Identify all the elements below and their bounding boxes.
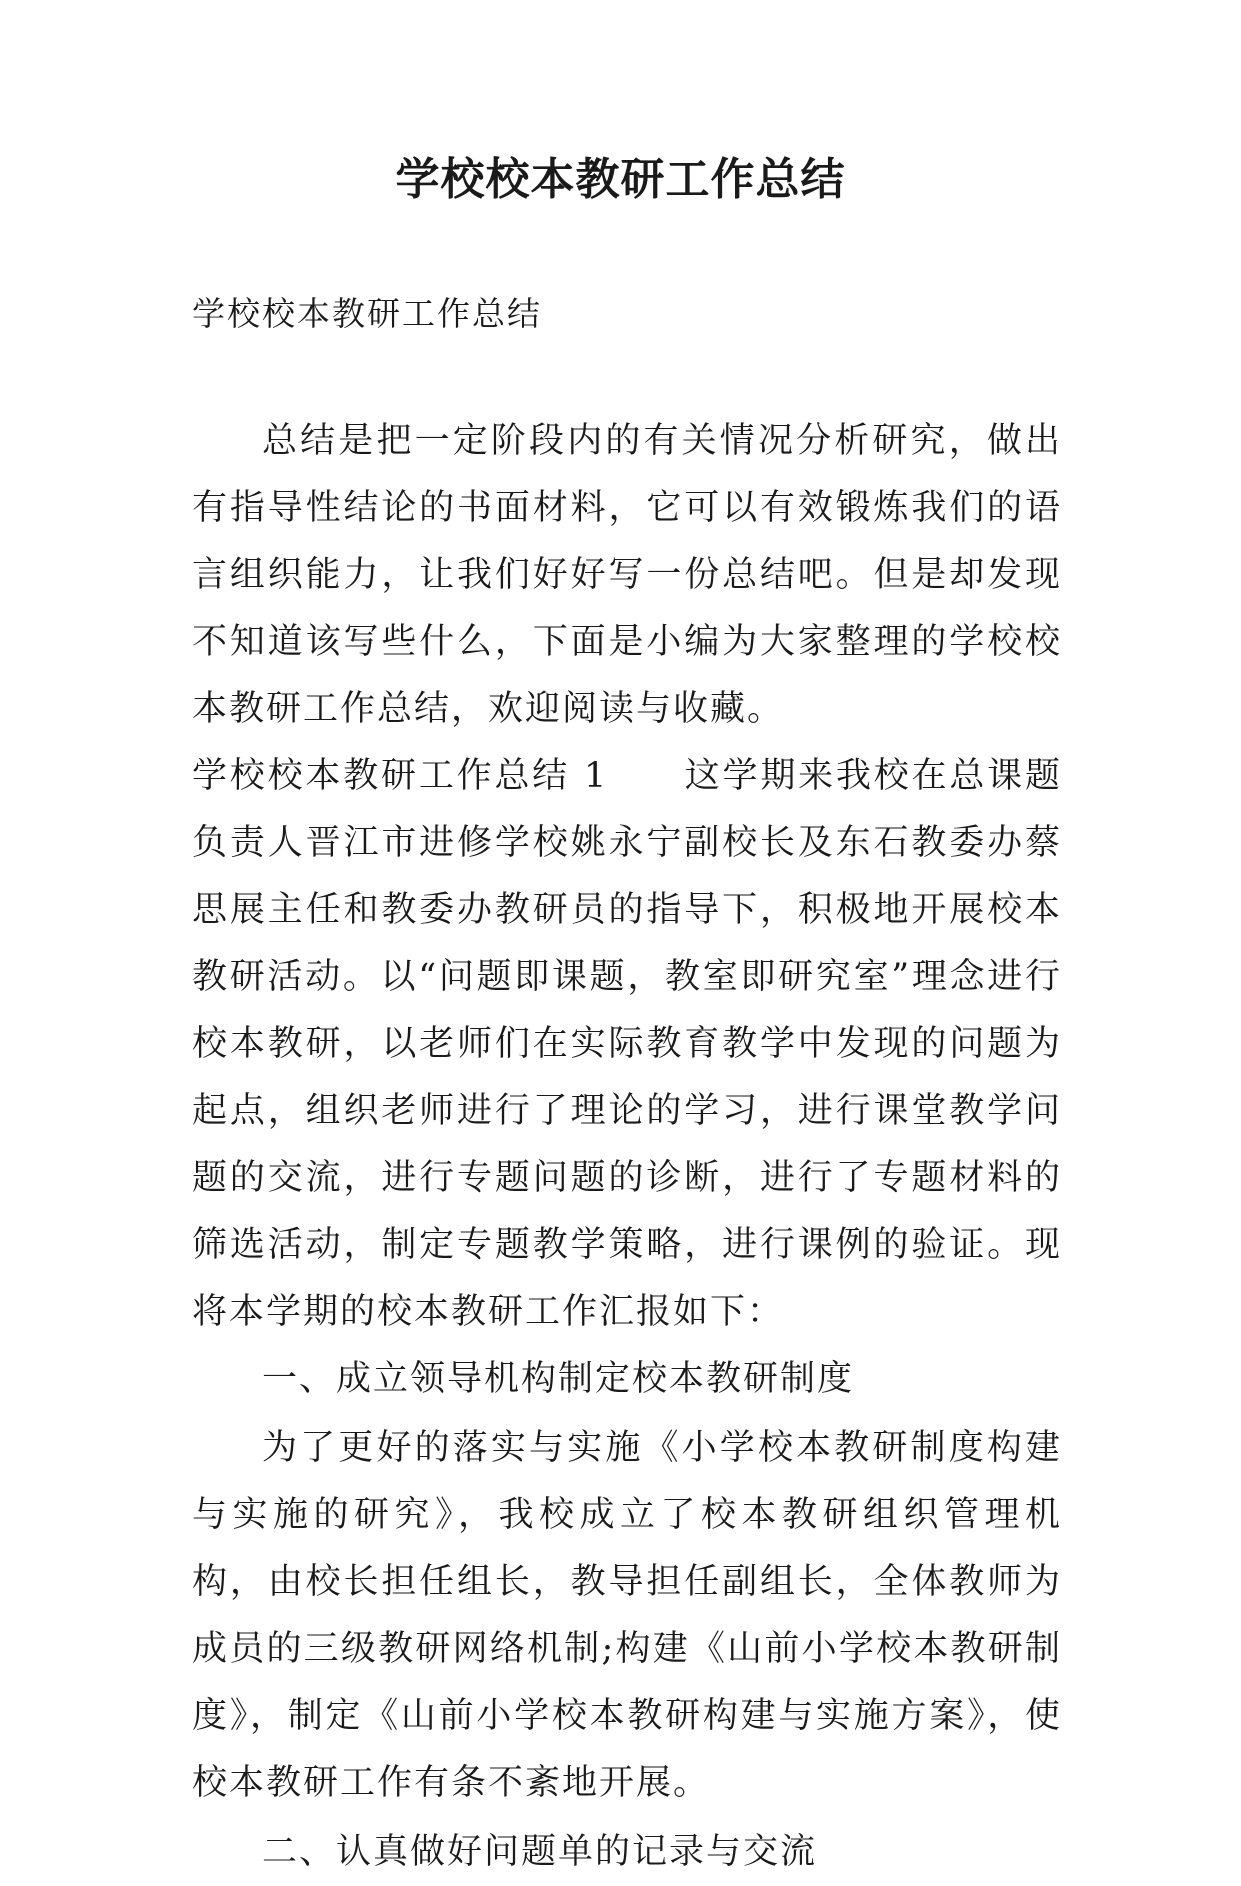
document-body: [192, 408, 1062, 1886]
section-heading-1: 一、成立领导机构制定校本教研制度: [262, 1359, 855, 1399]
intro-paragraph: 总结是把一定阶段内的有关情况分析研究，做出有指导性结论的书面材料，它可以有效锻炼我们的语言组织能力，让我们好好写一份总结吧。但是却发现不知道该写些什么，下面是小编为大家整理的学校校本教研工作总结，欢迎阅读与收藏。: [192, 421, 1062, 729]
section-1-paragraph: 为了更好的落实与实施《小学校本教研制度构建与实施的研究》，我校成立了校本教研组织管理机构，由校长担任组长，教导担任副组长，全体教师为成员的三级教研网络机制;构建《山前小学校本教研制度》，制定《山前小学校本教研构建与实施方案》，使校本教研工作有条不紊地开展。: [192, 1428, 1062, 1803]
document-title: 学校校本教研工作总结: [395, 154, 846, 205]
section-heading-2: 二、认真做好问题单的记录与交流: [262, 1832, 818, 1872]
document-subtitle: 学校校本教研工作总结: [192, 294, 542, 333]
summary-1-paragraph: 学校校本教研工作总结 1 这学期来我校在总课题负责人晋江市进修学校姚永宁副校长及东石教委办蔡思展主任和教委办教研员的指导下，积极地开展校本教研活动。以“问题即课题，教室即研究室”理念进行校本教研，以老师们在实际教育教学中发现的问题为起点，组织老师进行了理论的学习，进行课堂教学问题的交流，进行专题问题的诊断，进行了专题材料的筛选活动，制定专题教学策略，进行课例的验证。现将本学期的校本教研工作汇报如下：: [192, 756, 1062, 1332]
